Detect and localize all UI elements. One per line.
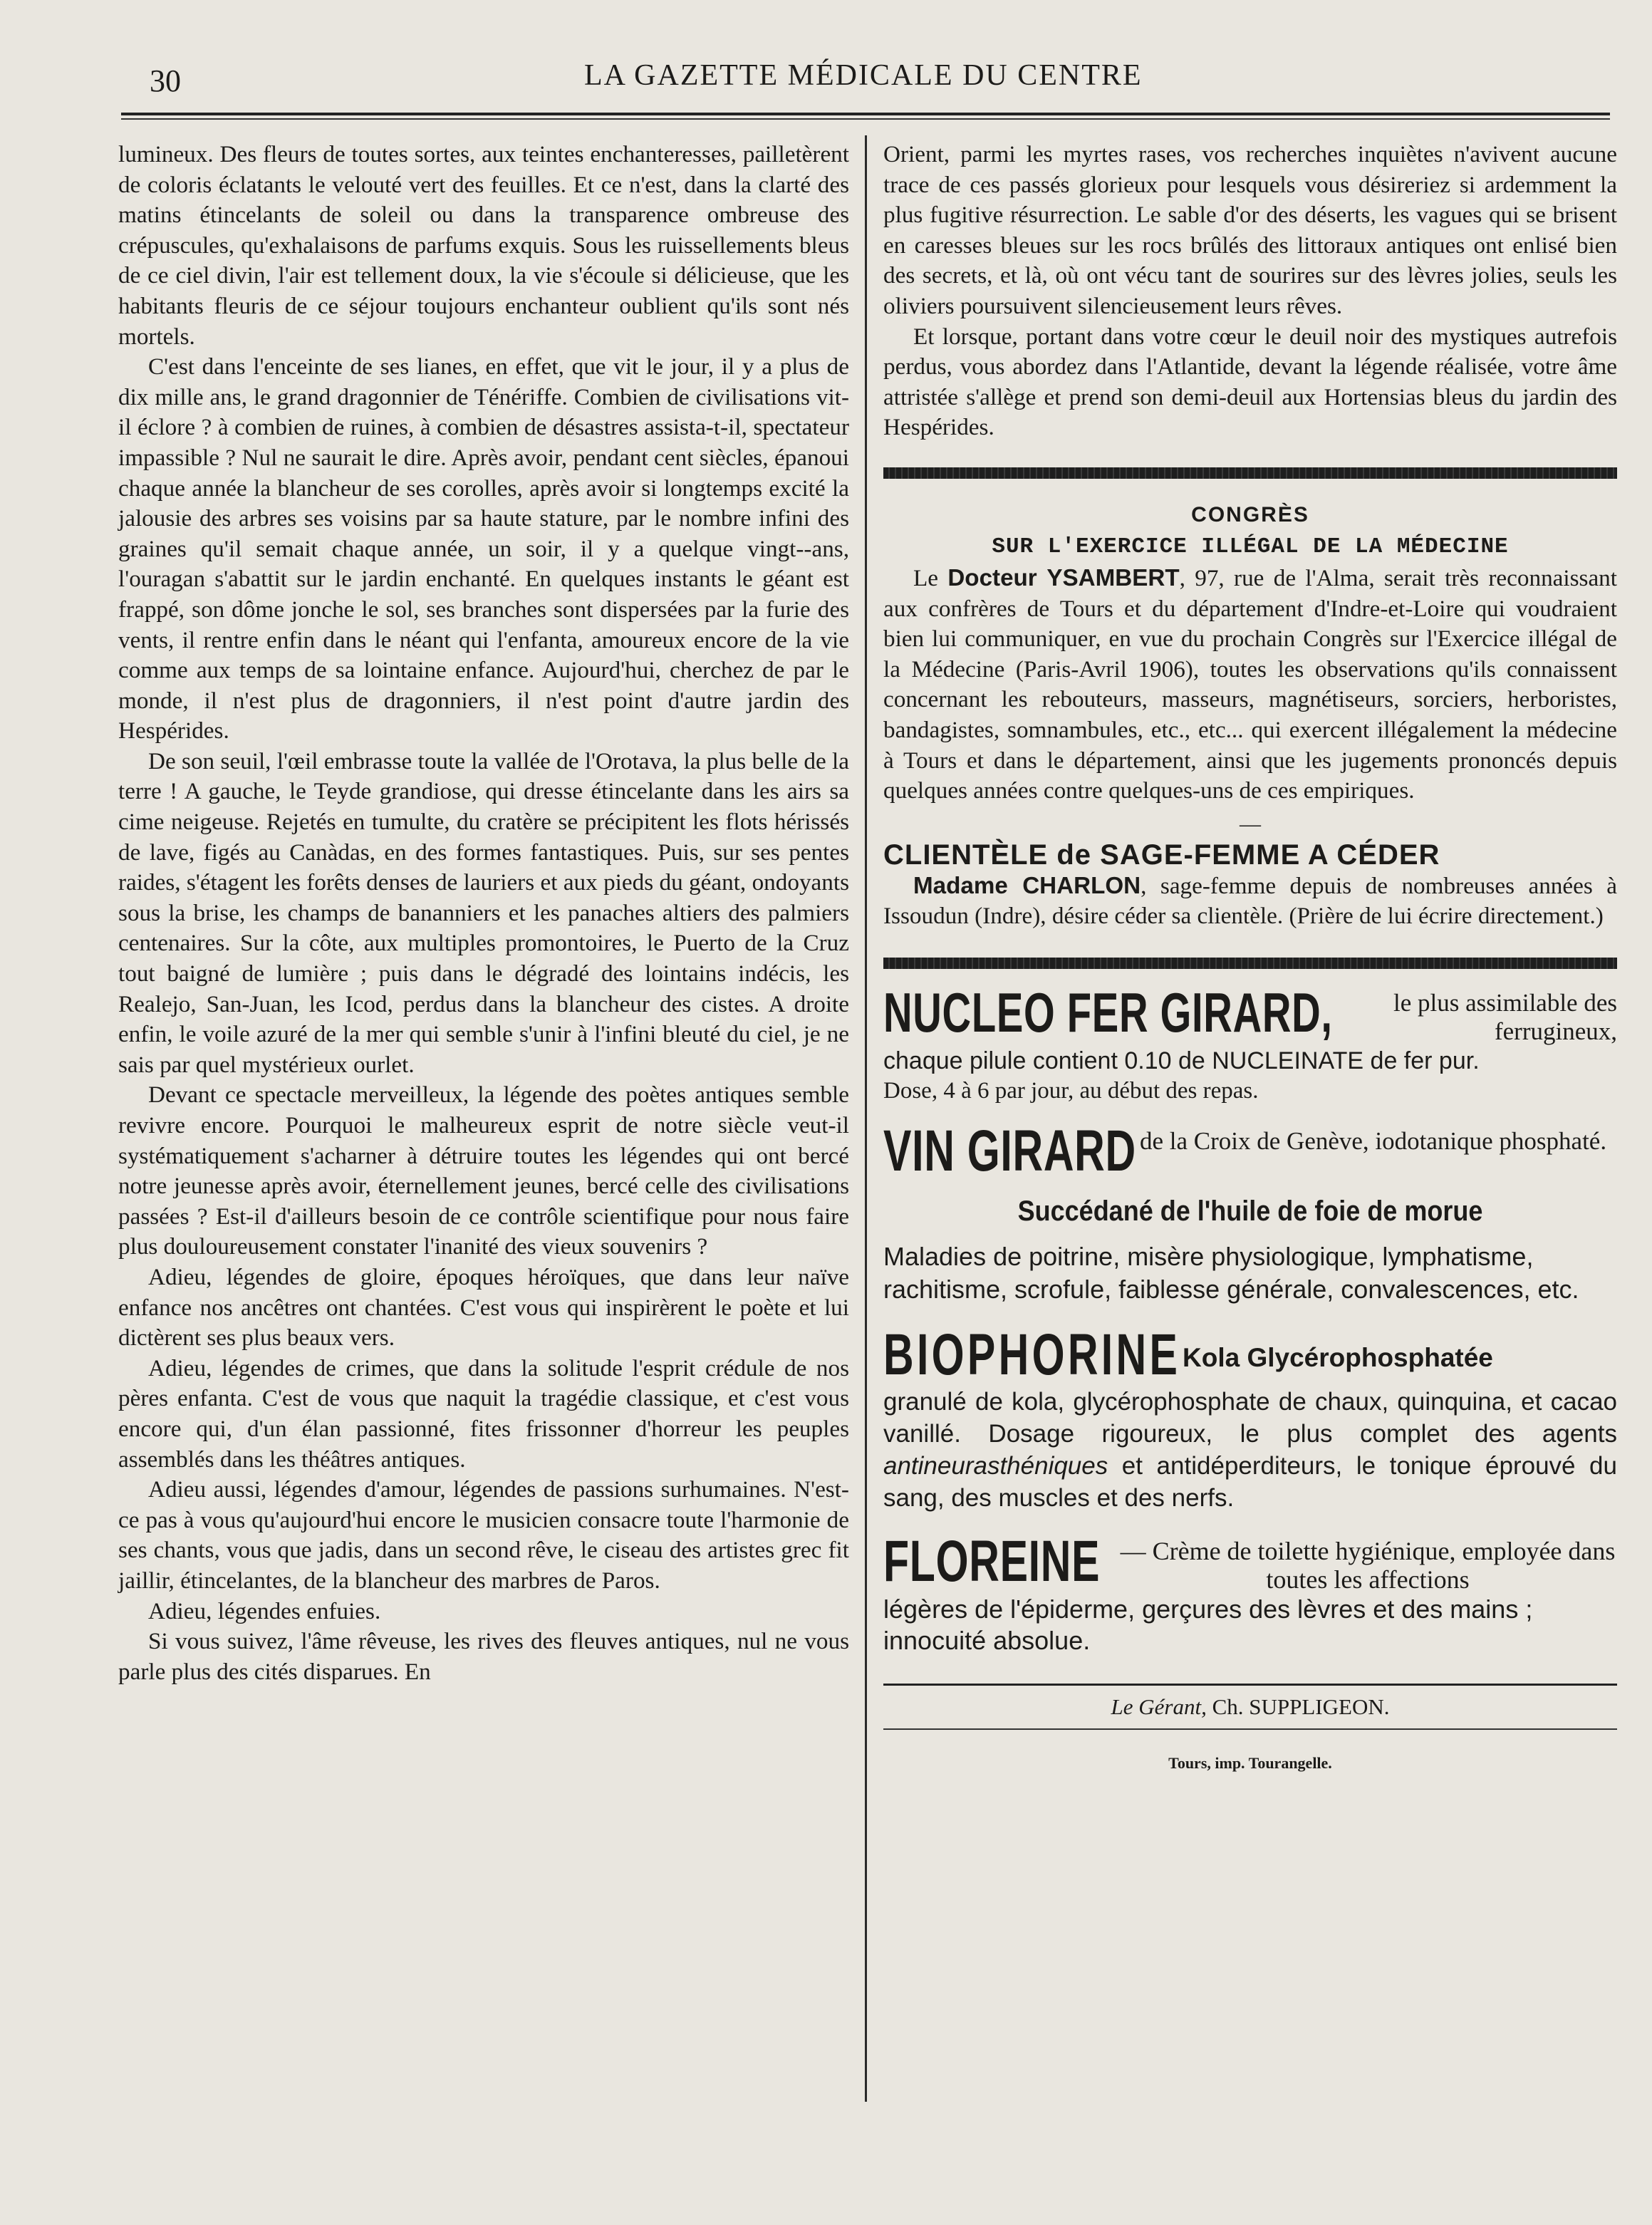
biophorine-text-end: et antidéperditeurs, le tonique éprouvé du sang, des muscles et des nerfs. <box>883 1451 1617 1512</box>
congres-text: , 97, rue de l'Alma, serait très reconnaissant aux confrères de Tours et du département d'Indre-et-Loire qui voudraient bien lui communiquer, en vue du prochain Congrès sur l'Exercice illégal de la Médecine (Paris-Avril 1906), toutes les observations qu'ils connaissent concernant les rebouteurs, masseurs, magnétiseurs, sorciers, herboristes, bandagistes, somnambules, etc., etc... qui exercent illégalement la médecine à Tours et dans le département, ainsi que les jugements prononcés depuis quelques années contre quelques-uns de ces empiriques. <box>883 564 1617 804</box>
doctor-name: Docteur YSAMBERT <box>947 564 1180 591</box>
nucleo-dose: Dose, 4 à 6 par jour, au début des repas. <box>883 1077 1259 1104</box>
journal-title: LA GAZETTE MÉDICALE DU CENTRE <box>584 59 1143 92</box>
floreine-tagline: — Crème de toilette hygiénique, employée dans toutes les affections <box>1120 1536 1616 1594</box>
separator-dash: — <box>1240 811 1261 836</box>
vin-subtitle: Succédané de l'huile de foie de morue <box>1017 1195 1483 1227</box>
article-paragraph: lumineux. Des fleurs de toutes sortes, aux teintes enchanteresses, pailletèrent de coloris éclatants le velouté vert des feuilles. Et ce n'est, dans la clarté des matins étincelants de soleil ou dans la transparence ombreuse des crépuscules, qu'exhalaisons de parfums exquis. Sous les ruissellements bleus de ce ciel divin, l'air est tellement doux, la vie s'écoule si délicieuse, que les habitants fleuris de ce séjour toujours enchanteur oublient qu'ils sont nés mortels. <box>118 141 849 350</box>
congres-subtitle: SUR L'EXERCICE ILLÉGAL DE LA MÉDECINE <box>992 534 1509 559</box>
congres-title: CONGRÈS <box>1191 502 1309 527</box>
congres-body <box>883 564 1617 807</box>
column-divider <box>865 135 867 2102</box>
header-rule-thin <box>121 118 1610 120</box>
sage-femme-body <box>883 871 1617 932</box>
printer-line: Tours, imp. Tourangelle. <box>1168 1753 1332 1772</box>
ad-floreine <box>883 1528 1617 1656</box>
floreine-brand: FLOREINE <box>883 1528 1101 1594</box>
vin-body: Maladies de poitrine, misère physiologique, lymphatisme, rachitisme, scrofule, faiblesse générale, convalescences, etc. <box>883 1241 1579 1304</box>
section-rule <box>883 958 1617 969</box>
header-rule <box>121 113 1610 115</box>
congres-notice <box>883 503 1617 836</box>
left-column <box>118 140 849 1687</box>
gerant-label: Le Gérant, <box>1111 1694 1207 1719</box>
biophorine-tagline: Kola Glycérophosphatée <box>1183 1342 1493 1372</box>
article-paragraph: De son seuil, l'œil embrasse toute la vallée de l'Orotava, la plus belle de la terre ! A gauche, le Teyde grandiose, qui dresse étincelante dans les airs sa cime neigeuse. Rejetés en tumulte, du cratère se précipitent les flots hérissés de lave, figés au Canàdas, en des formes fantastiques. Puis, sur ses pentes raides, s'étagent les forêts denses de lauriers et aux pieds du géant, ondoyants sous la brise, les champs de bananniers et les panaches altiers des palmiers centenaires. Sur la côte, aux multiples promontoires, le Puerto de la Cruz tout baigné de lumière ; puis dans le dégradé des lointains indécis, les Realejo, San-Juan, les Icod, perdus dans la blancheur des cistes. A droite enfin, le voile azuré de la mer qui semble s'unir à l'infini bleuté du ciel, je ne sais par quel mystérieux ourlet. <box>118 747 849 1078</box>
footer-rule <box>883 1684 1617 1686</box>
floreine-body: légères de l'épiderme, gerçures des lèvres et des mains ; innocuité absolue. <box>883 1594 1533 1655</box>
article-paragraph: Adieu, légendes de gloire, époques héroïques, que dans leur naïve enfance nos ancêtres ont chantées. C'est vous qui inspirèrent le poète et lui dictèrent ses plus beaux vers. <box>118 1263 849 1352</box>
article-paragraph: C'est dans l'enceinte de ses lianes, en effet, que vit le jour, il y a plus de dix mille ans, le grand dragonnier de Ténériffe. Combien de civilisations vit-il éclore ? à combien de ruines, à combien de désastres assista-t-il, spectateur impassible ? Nul ne saurait le dire. Après avoir, pendant cent siècles, épanoui chaque année la blancheur de ses corolles, après avoir si longtemps excité la jalousie des arbres ses voisins par sa haute stature, par le nombre infini des graines qu'il semait chaque année, un soir, il y a quelque vingt--ans, l'ouragan s'abattit sur le jardin enchanté. En quelques instants le géant est frappé, son dôme jonche le sol, ses branches sont dispersées par la furie des vents, il rentre enfin dans le néant qui l'enfanta, amoureux encore de la vie comme aux temps de sa lointaine enfance. Aujourd'hui, cherchez de par le monde, il n'est plus de dragonniers, il n'est point d'autre jardin des Hespérides. <box>118 353 849 745</box>
article-paragraph: Orient, parmi les myrtes rases, vos recherches inquiètes n'avivent aucune trace de ces passés glorieux pour lesquels vous désireriez si ardemment la plus fugitive résurrection. Le sable d'or des déserts, les vagues qui se brisent en caresses bleues sur les rocs brûlés des littoraux antiques ont enlisé bien des secrets, et là, où ont vécu tant de sourires sur des lèvres jolies, seuls les oliviers poursuivent silencieusement leurs rêves. <box>883 141 1617 319</box>
article-paragraph: Adieu, légendes de crimes, que dans la solitude l'esprit crédule de nos pères enfanta. C'est de vous que naquit la tragédie classique, et c'est vous encore qui, d'un élan passionné, fites frissonner d'horreur les peuples assemblés dans les théâtres antiques. <box>118 1354 849 1473</box>
section-rule <box>883 467 1617 479</box>
page-number: 30 <box>150 63 181 98</box>
nucleo-tagline: le plus assimilable des ferrugineux, <box>1393 988 1617 1045</box>
nucleo-line: chaque pilule contient 0.10 de NUCLEINATE de fer pur. <box>883 1047 1480 1074</box>
ad-vin-girard <box>883 1118 1617 1306</box>
sage-femme-notice <box>883 839 1617 932</box>
sage-femme-text: , sage-femme depuis de nombreuses années à Issoudun (Indre), désire céder sa clientèle. (Prière de lui écrire directement.) <box>883 872 1617 930</box>
article-paragraph: Si vous suivez, l'âme rêveuse, les rives des fleuves antiques, nul ne vous parle plus des cités disparues. En <box>118 1628 849 1685</box>
ad-biophorine <box>883 1324 1617 1514</box>
ad-nucleo <box>883 980 1617 1106</box>
page-header <box>0 0 1652 135</box>
right-column <box>883 140 1617 1773</box>
sage-femme-name: Madame CHARLON <box>913 872 1141 899</box>
footer-rule-thin <box>883 1728 1617 1730</box>
article-paragraph: Et lorsque, portant dans votre cœur le deuil noir des mystiques autrefois perdus, vous abordez dans l'Atlantide, devant la légende réalisée, votre âme attristée s'allège et prend son demi-deuil aux Hortensias bleus du jardin des Hespérides. <box>883 323 1617 441</box>
biophorine-emphasis: antineurasthéniques <box>883 1451 1108 1480</box>
vin-brand: VIN GIRARD <box>883 1118 1136 1183</box>
congres-lead: Le <box>913 564 948 591</box>
article-paragraph: Adieu aussi, légendes d'amour, légendes de passions surhumaines. N'est-ce pas à vous qu'aujourd'hui encore le musicien consacre toute l'harmonie de ses chants, vous que jadis, dans un second rêve, le ciseau des artistes grec fit jaillir, étincelantes, de la blancheur des marbres de Paros. <box>118 1476 849 1594</box>
gerant-name: Ch. SUPPLIGEON. <box>1206 1694 1390 1719</box>
article-paragraph: Adieu, légendes enfuies. <box>148 1597 381 1624</box>
gerant-line <box>883 1694 1617 1720</box>
vin-tagline: de la Croix de Genève, iodotanique phosphaté. <box>1140 1126 1607 1155</box>
biophorine-text: granulé de kola, glycérophosphate de chaux, quinquina, et cacao vanillé. Dosage rigoureux, le plus complet des agents <box>883 1387 1617 1448</box>
biophorine-brand: BIOPHORINE <box>883 1322 1181 1387</box>
nucleo-brand: NUCLEO FER GIRARD, <box>883 980 1333 1044</box>
biophorine-body <box>883 1386 1617 1514</box>
article-paragraph: Devant ce spectacle merveilleux, la légende des poètes antiques semble revivre encore. Pourquoi le malheureux esprit de notre siècle veut-il systématiquement s'acharner à détruire toutes les légendes qui ont bercé notre jeunesse après avoir, éternellement jeunes, bercé celle des civilisations passées ? Est-il d'ailleurs besoin de ce contrôle scientifique pour nous faire plus douloureusement constater l'inanité des vieux souvenirs ? <box>118 1082 849 1260</box>
sage-femme-title: CLIENTÈLE de SAGE-FEMME A CÉDER <box>883 839 1440 871</box>
